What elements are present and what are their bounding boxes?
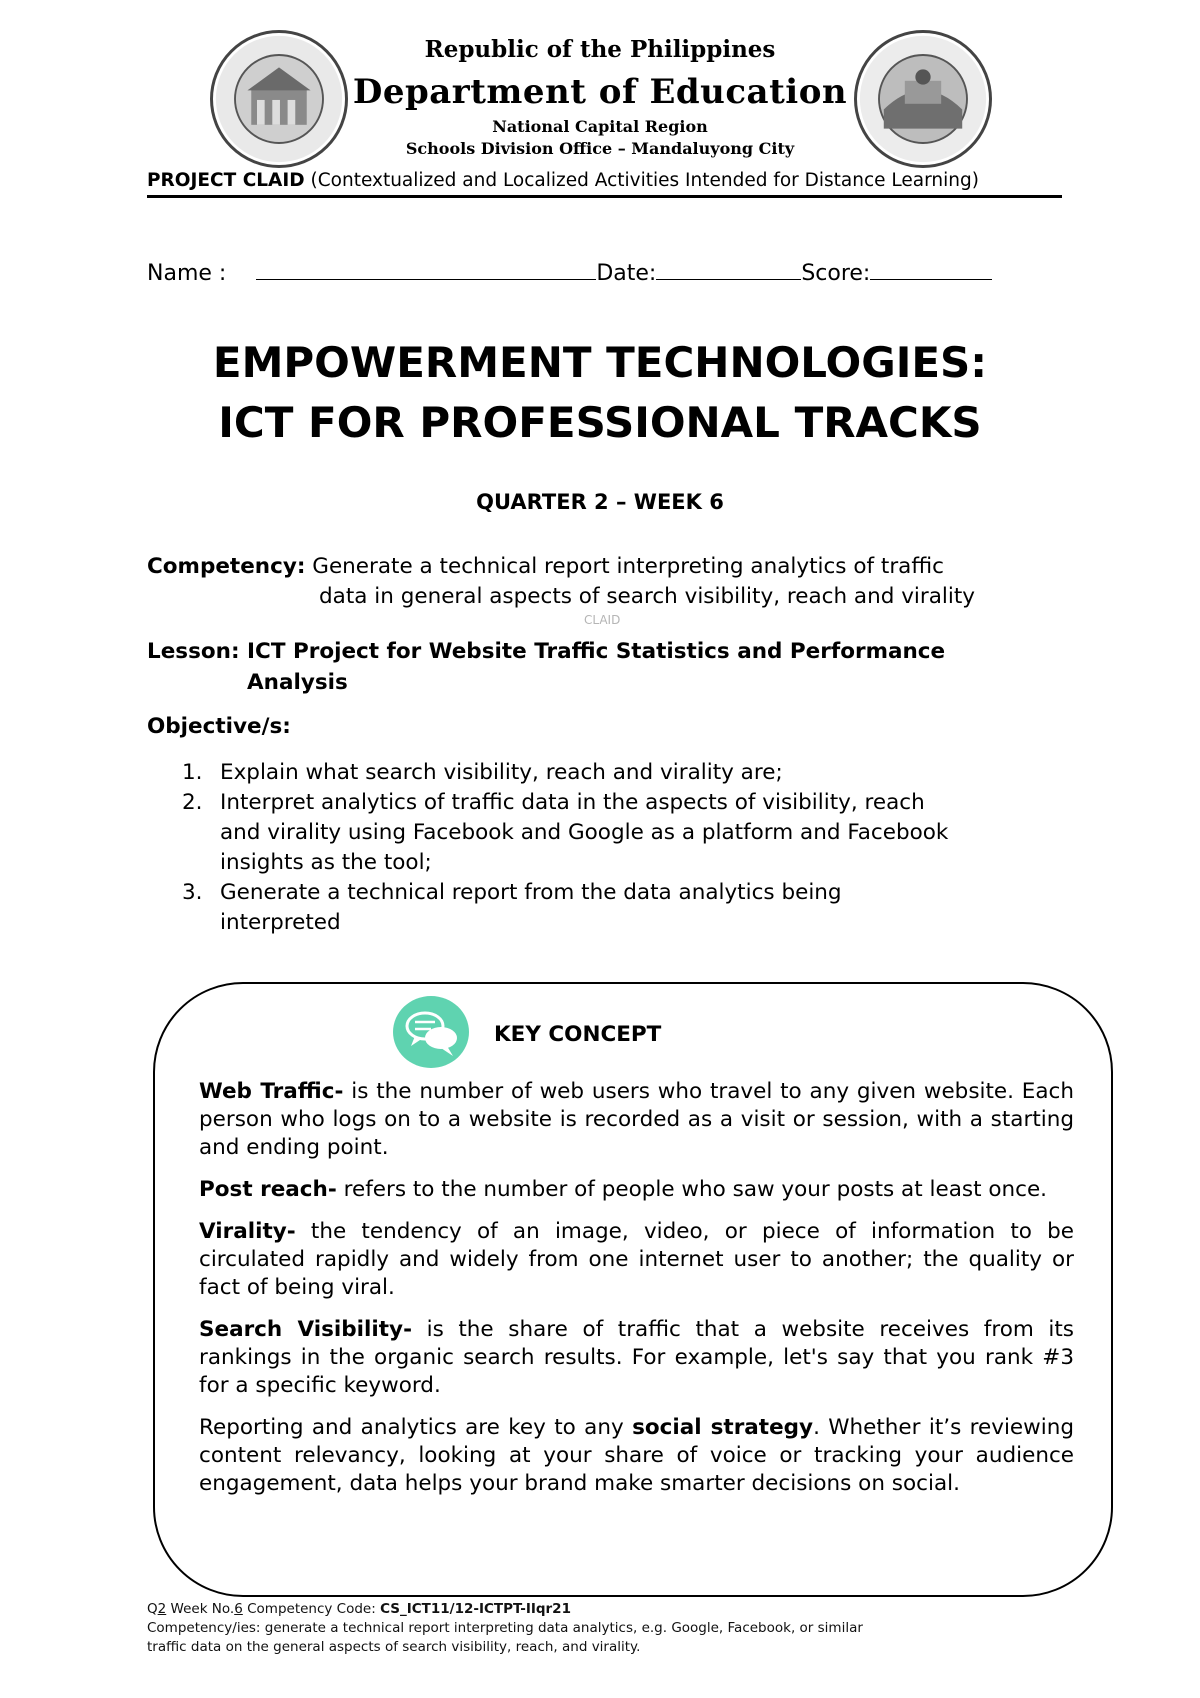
quarter-week: QUARTER 2 – WEEK 6 [476, 490, 724, 514]
objective-line: insights as the tool; [220, 850, 432, 875]
web-traffic-definition [199, 1078, 1074, 1162]
lesson-block [147, 636, 1067, 698]
title-line-2: ICT FOR PROFESSIONAL TRACKS [218, 398, 982, 447]
objective-line: Interpret analytics of traffic data in the aspects of visibility, reach [220, 790, 925, 815]
objective-line: Explain what search visibility, reach and virality are; [220, 760, 783, 785]
lesson-line-2: Analysis [247, 670, 348, 695]
objective-line: interpreted [220, 910, 341, 935]
objective-number: 3. [182, 880, 203, 905]
project-name: PROJECT CLAID [147, 170, 305, 191]
competency-label: Competency: [147, 554, 306, 579]
chat-bubbles-graphic [393, 996, 469, 1068]
footer-quarter-number: 2 [157, 1601, 167, 1617]
search-visibility-term: Search Visibility- [199, 1317, 412, 1342]
competency-text-2: data in general aspects of search visibility, reach and virality [319, 584, 976, 609]
student-info-line [147, 257, 992, 286]
search-visibility-text: is the share of traffic that a website receives from its rankings in the organic search results. For example, let's say that you rank #3 for a specific keyword. [199, 1317, 1074, 1398]
virality-definition [199, 1218, 1074, 1302]
name-blank[interactable] [256, 257, 596, 280]
objective-item [168, 788, 1068, 878]
objective-item [168, 878, 1068, 938]
republic-heading: Republic of the Philippines [424, 36, 776, 63]
search-visibility-definition [199, 1316, 1074, 1400]
footer-week-number: 6 [234, 1601, 243, 1617]
name-label: Name : [147, 261, 227, 286]
key-concept-body [199, 1078, 1074, 1512]
department-heading: Department of Education [352, 72, 848, 112]
footer-code-label: Competency Code: [242, 1601, 381, 1617]
score-blank[interactable] [870, 257, 992, 280]
post-reach-term: Post reach- [199, 1177, 337, 1202]
score-label: Score: [801, 261, 871, 286]
virality-term: Virality- [199, 1219, 296, 1244]
key-concept-title: KEY CONCEPT [494, 1022, 662, 1047]
division-heading: Schools Division Office – Mandaluyong City [405, 139, 795, 158]
footer-line-3: traffic data on the general aspects of search visibility, reach, and virality. [147, 1639, 641, 1655]
project-claid-line [147, 170, 979, 191]
title-line-1: EMPOWERMENT TECHNOLOGIES: [212, 338, 988, 387]
chat-bubbles-icon [393, 996, 469, 1068]
competency-block [147, 552, 1067, 612]
region-heading: National Capital Region [492, 117, 708, 136]
post-reach-definition [199, 1176, 1074, 1204]
footer-quarter-label: Q [147, 1601, 158, 1617]
claid-watermark: CLAID [584, 613, 621, 627]
reporting-text-post: . Whether it’s reviewing content relevancy, looking at your share of voice or tracking your audience engagement, data helps your brand make smarter decisions on social. [199, 1415, 1074, 1496]
objective-line: and virality using Facebook and Google as a platform and Facebook [220, 820, 949, 845]
reporting-paragraph [199, 1414, 1074, 1498]
post-reach-text: refers to the number of people who saw your posts at least once. [336, 1177, 1048, 1202]
page-footer [147, 1600, 1047, 1657]
virality-text: the tendency of an image, video, or piece of information to be circulated rapidly and widely from one internet user to another; the quality or fact of being viral. [199, 1219, 1074, 1300]
footer-line-1 [147, 1600, 1047, 1619]
project-description: (Contextualized and Localized Activities Intended for Distance Learning) [310, 170, 979, 191]
date-blank[interactable] [656, 257, 801, 280]
web-traffic-term: Web Traffic- [199, 1079, 344, 1104]
date-label: Date: [596, 261, 657, 286]
footer-line-2: Competency/ies: generate a technical report interpreting data analytics, e.g. Google, Facebook, or similar [147, 1620, 863, 1636]
reporting-text-pre: Reporting and analytics are key to any [199, 1415, 633, 1440]
objective-line: Generate a technical report from the data analytics being [220, 880, 842, 905]
objective-number: 2. [182, 790, 203, 815]
objective-item [168, 758, 1068, 788]
lesson-line-1: Lesson: ICT Project for Website Traffic Statistics and Performance [147, 639, 946, 664]
footer-week-label: Week No. [166, 1601, 235, 1617]
objectives-title: Objective/s: [147, 714, 291, 739]
competency-text-1: Generate a technical report interpreting analytics of traffic [312, 554, 944, 579]
header-divider [147, 195, 1062, 198]
social-strategy-term: social strategy [632, 1415, 814, 1440]
objective-number: 1. [182, 760, 203, 785]
footer-competency-code: CS_ICT11/12-ICTPT-IIqr21 [380, 1601, 571, 1617]
web-traffic-text: is the number of web users who travel to any given website. Each person who logs on to a website is recorded as a visit or session, with a starting and ending point. [199, 1079, 1075, 1160]
objectives-list [168, 758, 1068, 938]
